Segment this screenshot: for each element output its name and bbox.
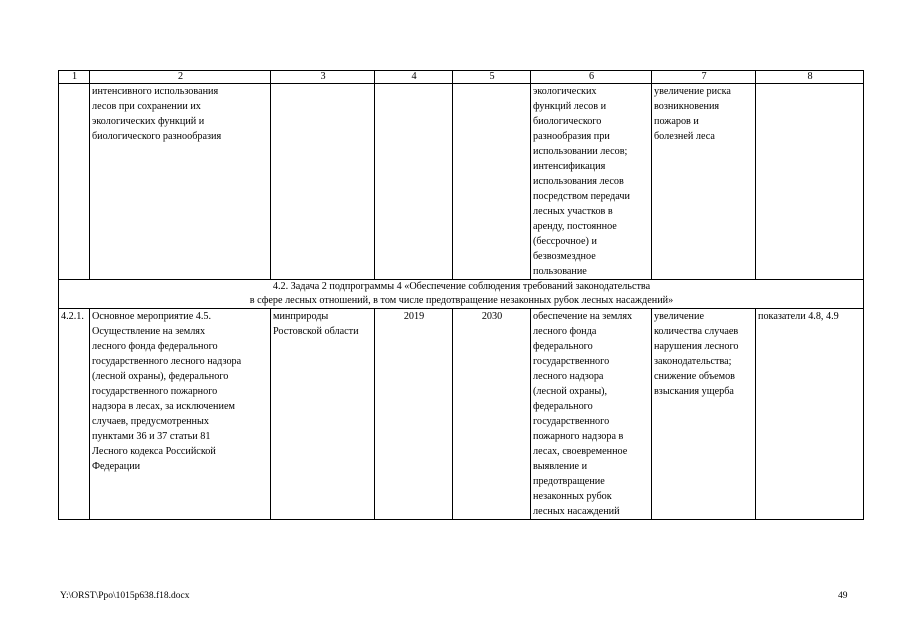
column-number-6: 6 — [531, 71, 652, 84]
row1-name-cell: интенсивного использования лесов при сохранении их экологических функций и биологического разнообразия — [90, 84, 271, 280]
row2-executor-cell: минприроды Ростовской области — [271, 309, 375, 520]
column-number-2: 2 — [90, 71, 271, 84]
column-number-5: 5 — [453, 71, 531, 84]
table-row — [59, 309, 864, 520]
row1-executor-cell — [271, 84, 375, 280]
row2-consequences-cell: увеличение количества случаев нарушения лесного законодательства; снижение объемов взыскания ущерба — [652, 309, 756, 520]
row1-number-cell — [59, 84, 90, 280]
column-number-7: 7 — [652, 71, 756, 84]
table-header-row — [59, 71, 864, 84]
footer-file-path: Y:\ORST\Ppo\1015p638.f18.docx — [60, 591, 190, 601]
row2-result-cell: обеспечение на землях лесного фонда федерального государственного лесного надзора (лесной охраны), федерального государственного пожарного надзора в лесах, своевременное выявление и предотвращение незаконных рубок лесных насаждений — [531, 309, 652, 520]
row2-name-cell: Основное мероприятие 4.5. Осуществление на землях лесного фонда федерального государственного лесного надзора (лесной охраны), федерального государственного пожарного надзора в лесах, за исключением случаев, предусмотренных пунктами 36 и 37 статьи 81 Лесного кодекса Российской Федерации — [90, 309, 271, 520]
row2-indicators-cell: показатели 4.8, 4.9 — [756, 309, 864, 520]
column-number-3: 3 — [271, 71, 375, 84]
column-number-8: 8 — [756, 71, 864, 84]
row2-end-year-cell: 2030 — [453, 309, 531, 520]
section-heading: 4.2. Задача 2 подпрограммы 4 «Обеспечение соблюдения требований законодательства в сфере лесных отношений, в том числе предотвращение незаконных рубок лесных насаждений» — [59, 280, 864, 309]
row1-end-year-cell — [453, 84, 531, 280]
row2-start-year-cell: 2019 — [375, 309, 453, 520]
table-row — [59, 84, 864, 280]
page-number: 49 — [838, 591, 848, 601]
row1-consequences-cell: увеличение риска возникновения пожаров и болезней леса — [652, 84, 756, 280]
row1-result-cell: экологических функций лесов и биологического разнообразия при использовании лесов; интенсификация использования лесов посредством передачи лесных участков в аренду, постоянное (бессрочное) и безвозмездное пользование — [531, 84, 652, 280]
row1-start-year-cell — [375, 84, 453, 280]
row1-indicators-cell — [756, 84, 864, 280]
column-number-1: 1 — [59, 71, 90, 84]
data-table — [58, 70, 864, 520]
row2-number-cell: 4.2.1. — [59, 309, 90, 520]
section-row — [59, 280, 864, 309]
column-number-4: 4 — [375, 71, 453, 84]
